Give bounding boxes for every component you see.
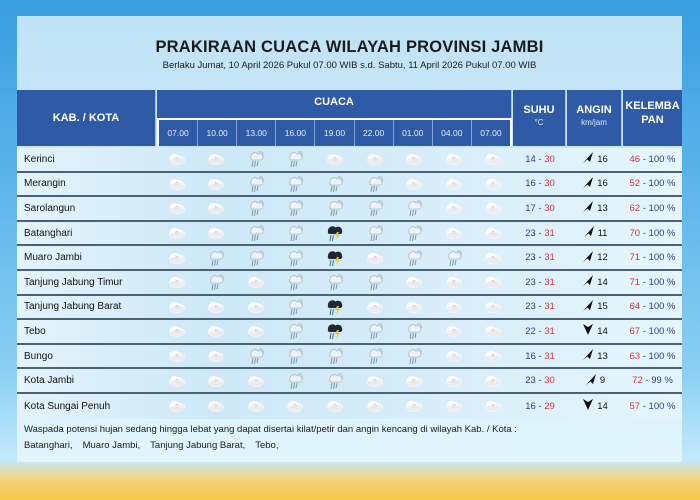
light-rain-icon	[236, 197, 276, 220]
cloudy-icon	[157, 369, 197, 392]
cloudy-icon	[197, 369, 237, 392]
light-rain-icon	[355, 222, 395, 245]
region-name: Merangin	[24, 178, 66, 190]
wind	[567, 250, 623, 266]
cloudy-icon	[474, 222, 514, 245]
cloudy-icon	[434, 197, 474, 220]
wind	[567, 348, 623, 364]
light-rain-icon	[315, 271, 355, 294]
humidity: 52 - 100 %	[629, 178, 676, 190]
table-row	[17, 173, 682, 198]
wind-direction-icon	[583, 225, 595, 241]
temperature: 23 - 31	[525, 301, 555, 313]
table-row	[17, 369, 682, 394]
time-slot: 22.00	[355, 120, 394, 146]
thunderstorm-icon	[315, 296, 355, 319]
region-name: Sarolangun	[24, 202, 76, 214]
region-name: Tanjung Jabung Timur	[24, 276, 123, 288]
cloudy-icon	[434, 222, 474, 245]
wind	[567, 151, 623, 167]
temperature: 16 - 31	[525, 350, 555, 362]
cloudy-icon	[434, 345, 474, 368]
table-row	[17, 320, 682, 345]
temperature: 16 - 29	[525, 400, 555, 412]
temperature: 14 - 30	[525, 153, 555, 165]
temperature: 16 - 30	[525, 178, 555, 190]
warning-areas	[24, 438, 517, 454]
wind-speed: 14	[597, 325, 608, 337]
cloudy-icon	[394, 394, 434, 419]
temperature: 23 - 31	[525, 252, 555, 264]
cloudy-icon	[474, 148, 514, 171]
header-angin-label: ANGIN	[576, 104, 612, 116]
wind-speed: 13	[597, 202, 608, 214]
warning-area: Tebo,	[255, 440, 279, 451]
light-rain-icon	[394, 246, 434, 269]
humidity: 64 - 100 %	[629, 301, 676, 313]
time-slots	[157, 118, 512, 146]
wind-speed: 16	[597, 178, 608, 190]
wind-speed: 12	[597, 252, 608, 264]
cloudy-icon	[157, 394, 197, 419]
light-rain-icon	[276, 173, 316, 196]
cloudy-icon	[236, 394, 276, 419]
cloudy-icon	[236, 296, 276, 319]
light-rain-icon	[197, 271, 237, 294]
time-slot: 13.00	[237, 120, 276, 146]
cloudy-icon	[276, 394, 316, 419]
wind-speed: 14	[597, 276, 608, 288]
weather-icons	[157, 271, 513, 294]
region-name: Bungo	[24, 350, 53, 362]
wind-direction-icon	[582, 200, 594, 216]
light-rain-icon	[276, 148, 316, 171]
wind	[567, 299, 623, 315]
thunderstorm-icon	[315, 246, 355, 269]
time-slot: 10.00	[198, 120, 237, 146]
wind	[567, 323, 623, 339]
cloudy-icon	[474, 369, 514, 392]
header-kelembapan	[623, 90, 682, 146]
light-rain-icon	[276, 246, 316, 269]
region-name: Tanjung Jabung Barat	[24, 301, 122, 313]
light-rain-icon	[394, 222, 434, 245]
weather-icons	[157, 246, 513, 269]
wind-speed: 13	[597, 350, 608, 362]
cloudy-icon	[157, 271, 197, 294]
cloudy-icon	[197, 394, 237, 419]
cloudy-icon	[157, 296, 197, 319]
header-suhu-label: SUHU	[523, 104, 555, 116]
weather-icons	[157, 345, 513, 368]
light-rain-icon	[236, 173, 276, 196]
cloudy-icon	[157, 148, 197, 171]
header-cuaca	[157, 90, 512, 146]
wind	[567, 200, 623, 216]
region-name: Tebo	[24, 325, 46, 337]
wind-speed: 11	[597, 227, 608, 239]
region-name: Batanghari	[24, 227, 73, 239]
cloudy-icon	[474, 394, 514, 419]
cloudy-icon	[355, 296, 395, 319]
header-kab-kota-label: KAB. / KOTA	[52, 112, 120, 124]
wind-direction-icon	[582, 274, 594, 290]
cloudy-icon	[474, 173, 514, 196]
humidity: 70 - 100 %	[629, 227, 676, 239]
cloudy-icon	[394, 173, 434, 196]
wind	[567, 225, 623, 241]
humidity: 62 - 100 %	[629, 202, 676, 214]
light-rain-icon	[355, 173, 395, 196]
cloudy-icon	[474, 296, 514, 319]
header-angin-unit: km/jam	[581, 118, 607, 127]
time-slot: 07.00	[159, 120, 198, 146]
temperature: 23 - 30	[525, 375, 555, 387]
page-title: PRAKIRAAN CUACA WILAYAH PROVINSI JAMBI	[155, 38, 544, 56]
cloudy-icon	[197, 173, 237, 196]
light-rain-icon	[276, 271, 316, 294]
cloudy-icon	[157, 197, 197, 220]
cloudy-icon	[355, 369, 395, 392]
wind-direction-icon	[582, 151, 594, 167]
weather-icons	[157, 197, 513, 220]
region-name: Kerinci	[24, 153, 55, 165]
cloudy-icon	[434, 148, 474, 171]
cloudy-icon	[434, 369, 474, 392]
cloudy-icon	[197, 148, 237, 171]
weather-icons	[157, 148, 513, 171]
light-rain-icon	[276, 197, 316, 220]
cloudy-icon	[315, 148, 355, 171]
cloudy-icon	[474, 271, 514, 294]
temperature: 23 - 31	[525, 227, 555, 239]
cloudy-icon	[434, 320, 474, 343]
wind-direction-icon	[582, 323, 594, 339]
wind-direction-icon	[582, 299, 594, 315]
table-row	[17, 222, 682, 247]
temperature: 17 - 30	[525, 202, 555, 214]
light-rain-icon	[276, 345, 316, 368]
cloudy-icon	[157, 222, 197, 245]
region-name: Kota Sungai Penuh	[24, 400, 111, 412]
wind-speed: 16	[597, 153, 608, 165]
header-kelembapan-label: KELEMBA PAN	[625, 100, 680, 126]
cloudy-icon	[394, 296, 434, 319]
weather-icons	[157, 369, 513, 392]
cloudy-icon	[157, 345, 197, 368]
time-slot: 04.00	[433, 120, 472, 146]
cloudy-icon	[434, 394, 474, 419]
wind	[567, 274, 623, 290]
cloudy-icon	[197, 197, 237, 220]
forecast-panel	[17, 16, 682, 462]
table-row	[17, 246, 682, 271]
warning-area: Batanghari,	[24, 440, 73, 451]
cloudy-icon	[394, 271, 434, 294]
humidity: 71 - 100 %	[629, 252, 676, 264]
table-row	[17, 197, 682, 222]
light-rain-icon	[394, 320, 434, 343]
warning-text: Waspada potensi hujan sedang hingga lebat yang dapat disertai kilat/petir dan angin kencang di wilayah Kab. / Kota :	[24, 424, 517, 435]
humidity: 63 - 100 %	[629, 350, 676, 362]
cloudy-icon	[197, 345, 237, 368]
table-row	[17, 296, 682, 321]
temperature: 23 - 31	[525, 276, 555, 288]
light-rain-icon	[236, 345, 276, 368]
wind-direction-icon	[585, 373, 597, 389]
cloudy-icon	[236, 320, 276, 343]
region-name: Kota Jambi	[24, 375, 75, 387]
light-rain-icon	[394, 345, 434, 368]
weather-icons	[157, 173, 513, 196]
light-rain-icon	[355, 320, 395, 343]
cloudy-icon	[434, 271, 474, 294]
light-rain-icon	[236, 246, 276, 269]
humidity: 71 - 100 %	[629, 276, 676, 288]
light-rain-icon	[276, 222, 316, 245]
validity-period: Berlaku Jumat, 10 April 2026 Pukul 07.00 WIB s.d. Sabtu, 11 April 2026 Pukul 07.00 WIB	[162, 60, 537, 71]
wind-direction-icon	[582, 176, 594, 192]
warning-area: Tanjung Jabung Barat,	[150, 440, 246, 451]
light-rain-icon	[236, 148, 276, 171]
cloudy-icon	[474, 246, 514, 269]
warning-note	[24, 422, 517, 454]
light-rain-icon	[276, 296, 316, 319]
thunderstorm-icon	[315, 320, 355, 343]
thunderstorm-icon	[315, 222, 355, 245]
humidity: 46 - 100 %	[629, 153, 676, 165]
cloudy-icon	[315, 394, 355, 419]
cloudy-icon	[355, 246, 395, 269]
cloudy-icon	[236, 369, 276, 392]
wind-direction-icon	[582, 348, 594, 364]
header-cuaca-label: CUACA	[314, 96, 354, 108]
weather-icons	[157, 222, 513, 245]
table-row	[17, 345, 682, 370]
light-rain-icon	[315, 345, 355, 368]
light-rain-icon	[355, 271, 395, 294]
cloudy-icon	[197, 320, 237, 343]
weather-icons	[157, 394, 513, 419]
time-slot: 16.00	[276, 120, 315, 146]
weather-icons	[157, 320, 513, 343]
wind-speed: 9	[599, 375, 606, 387]
cloudy-icon	[474, 345, 514, 368]
cloudy-icon	[197, 296, 237, 319]
cloudy-icon	[474, 197, 514, 220]
cloudy-icon	[157, 320, 197, 343]
time-slot: 07.00	[480, 128, 502, 138]
forecast-table-body	[17, 148, 682, 419]
wind-speed: 15	[597, 301, 608, 313]
wind-speed: 14	[597, 400, 608, 412]
wind	[567, 176, 623, 192]
cloudy-icon	[434, 296, 474, 319]
header-angin	[567, 90, 622, 146]
warning-area: Muaro Jambi,	[82, 440, 141, 451]
light-rain-icon	[236, 222, 276, 245]
time-slot: 01.00	[394, 120, 433, 146]
cloudy-icon	[157, 246, 197, 269]
header-suhu	[513, 90, 566, 146]
region-name: Muaro Jambi	[24, 252, 82, 264]
cloudy-icon	[197, 222, 237, 245]
cloudy-icon	[236, 271, 276, 294]
temperature: 22 - 31	[525, 325, 555, 337]
light-rain-icon	[197, 246, 237, 269]
cloudy-icon	[474, 320, 514, 343]
light-rain-icon	[315, 369, 355, 392]
wind-direction-icon	[582, 250, 594, 266]
humidity: 72 - 99 %	[632, 375, 673, 387]
cloudy-icon	[394, 369, 434, 392]
wind-direction-icon	[582, 398, 594, 414]
table-row	[17, 148, 682, 173]
light-rain-icon	[276, 320, 316, 343]
light-rain-icon	[394, 197, 434, 220]
light-rain-icon	[315, 173, 355, 196]
wind	[567, 398, 623, 414]
cloudy-icon	[157, 173, 197, 196]
wind	[567, 373, 623, 389]
humidity: 57 - 100 %	[629, 400, 676, 412]
cloudy-icon	[355, 394, 395, 419]
light-rain-icon	[434, 246, 474, 269]
cloudy-icon	[434, 173, 474, 196]
light-rain-icon	[355, 345, 395, 368]
light-rain-icon	[355, 197, 395, 220]
cloudy-icon	[355, 148, 395, 171]
table-row	[17, 271, 682, 296]
header-kab-kota	[17, 90, 156, 146]
humidity: 67 - 100 %	[629, 325, 676, 337]
light-rain-icon	[315, 197, 355, 220]
light-rain-icon	[276, 369, 316, 392]
weather-icons	[157, 296, 513, 319]
header-suhu-unit: °C	[534, 118, 544, 127]
cloudy-icon	[394, 148, 434, 171]
table-row	[17, 394, 682, 419]
time-slot: 19.00	[315, 120, 354, 146]
